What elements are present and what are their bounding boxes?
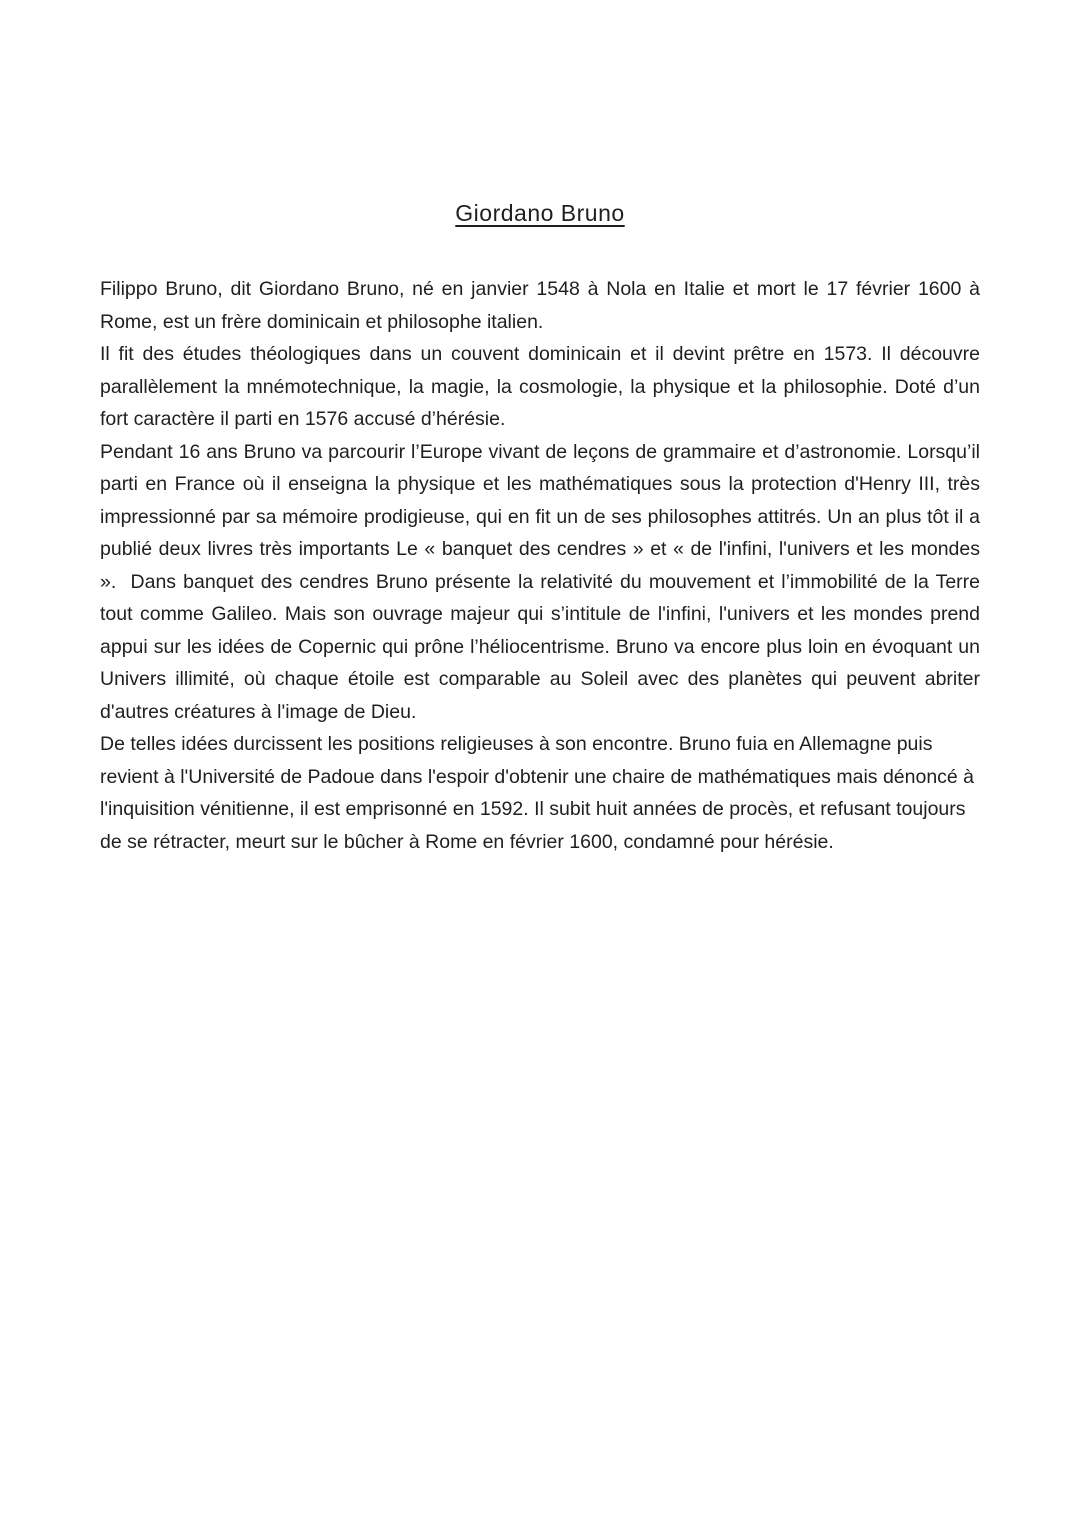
paragraph-studies: Il fit des études théologiques dans un couvent dominicain et il devint prêtre en 1573. Il découvre parallèlement la mnémotechnique, la magie, la cosmologie, la physique et la philosophie. Doté d’un fort caractère il parti en 1576 accusé d’hérésie. — [100, 343, 986, 430]
page-title — [100, 200, 980, 227]
paragraph-intro: Filippo Bruno, dit Giordano Bruno, né en janvier 1548 à Nola en Italie et mort le 17 février 1600 à Rome, est un frère dominicain et philosophe italien. — [100, 278, 986, 333]
document-body — [100, 273, 986, 858]
paragraph-travels-works: Pendant 16 ans Bruno va parcourir l’Europe vivant de leçons de grammaire et d’astronomie. Lorsqu’il parti en France où il enseigna la physique et les mathématiques sous la protection d'Henry III, très impressionné par sa mémoire prodigieuse, qui en fit un de ses philosophes attitrés. Un an plus tôt il a publié deux livres très importants Le « banquet des cendres » et « de l'infini, l'univers et les mondes ». Dans banquet des cendres Bruno présente la relativité du mouvement et l’immobilité de la Terre tout comme Galileo. Mais son ouvrage majeur qui s’intitule de l'infini, l'univers et les mondes prend appui sur les idées de Copernic qui prône l’héliocentrisme. Bruno va encore plus loin en évoquant un Univers illimité, où chaque étoile est comparable au Soleil avec des planètes qui peuvent abriter d'autres créatures à l'image de Dieu. — [100, 440, 986, 723]
paragraph-trial-death: De telles idées durcissent les positions religieuses à son encontre. Bruno fuia en Allemagne puis revient à l'Université de Padoue dans l'espoir d'obtenir une chaire de mathématiques mais dénoncé à l'inquisition vénitienne, il est emprisonné en 1592. Il subit huit années de procès, et refusant toujours de se rétracter, meurt sur le bûcher à Rome en février 1600, condamné pour hérésie. — [100, 733, 980, 853]
page-title-text: Giordano Bruno — [455, 200, 625, 226]
